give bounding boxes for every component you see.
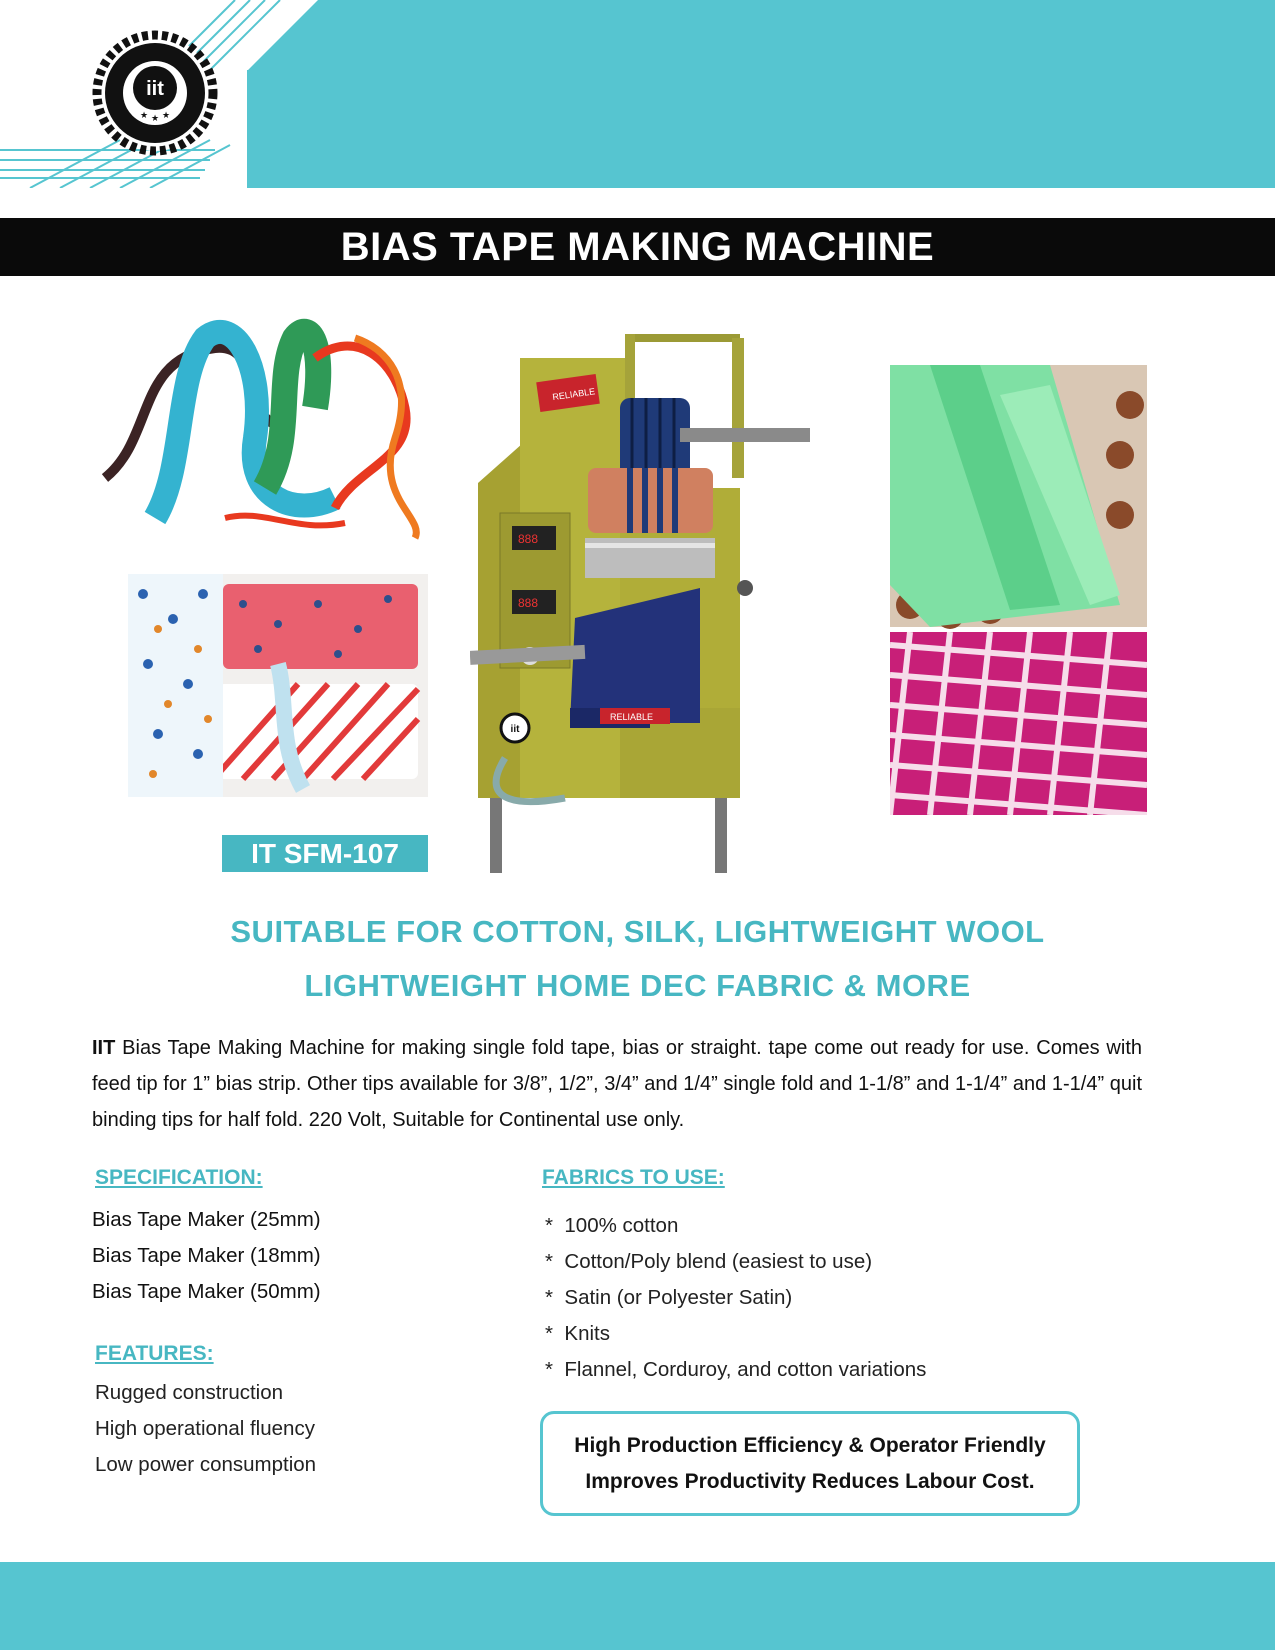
company-logo xyxy=(92,30,218,156)
model-badge: IT SFM-107 xyxy=(222,835,428,872)
callout-box xyxy=(540,1411,1080,1516)
page-title: BIAS TAPE MAKING MACHINE xyxy=(0,218,1275,276)
subtitle-line-2: LIGHTWEIGHT HOME DEC FABRIC & MORE xyxy=(304,968,971,1003)
machine-label-top: RELIABLE xyxy=(551,386,596,403)
bullet: * xyxy=(545,1250,553,1273)
ribbon-photo xyxy=(95,318,428,541)
svg-text:★: ★ xyxy=(140,110,149,120)
fabric-tape-photo xyxy=(890,365,1147,815)
machine-logo-initials: iit xyxy=(510,724,520,735)
fabric-item-label: Knits xyxy=(564,1322,610,1345)
fabric-item-label: 100% cotton xyxy=(564,1214,679,1237)
footer-band xyxy=(0,1562,1275,1650)
logo-initials: iit xyxy=(146,78,164,100)
fabric-item-label: Satin (or Polyester Satin) xyxy=(564,1286,793,1309)
spec-item: Bias Tape Maker (18mm) xyxy=(92,1244,321,1267)
fabric-item xyxy=(545,1358,926,1382)
callout-line-1: High Production Efficiency & Operator Friendly xyxy=(574,1434,1046,1457)
specification-heading: SPECIFICATION: xyxy=(95,1166,263,1189)
bullet: * xyxy=(545,1286,553,1309)
machine-label-bottom: RELIABLE xyxy=(610,712,654,722)
fabric-item xyxy=(545,1214,678,1238)
header-band xyxy=(0,0,1275,188)
description xyxy=(92,1030,1142,1138)
features-heading: FEATURES: xyxy=(95,1342,214,1365)
fabric-item xyxy=(545,1286,792,1310)
svg-text:888: 888 xyxy=(518,596,539,610)
feature-item: Rugged construction xyxy=(95,1381,284,1404)
subtitle-line-1: SUITABLE FOR COTTON, SILK, LIGHTWEIGHT WOOL xyxy=(230,914,1045,949)
fabric-item xyxy=(545,1322,610,1346)
description-text: Bias Tape Making Machine for making single fold tape, bias or straight. tape come out ready for use. Comes with feed tip for 1” bias strip. Other tips available for 3/8”, 1/2”, 3/4” and 1/4” single fold and 1-1/8” and 1-1/4” and 1-1/4” quit binding tips for half fold. 220 Volt, Suitable for Continental use only. xyxy=(92,1037,1142,1131)
spec-item: Bias Tape Maker (50mm) xyxy=(92,1280,321,1303)
bullet: * xyxy=(545,1358,553,1381)
fabric-item xyxy=(545,1250,872,1274)
svg-text:★: ★ xyxy=(162,110,171,120)
svg-text:★: ★ xyxy=(151,113,160,123)
spec-item: Bias Tape Maker (25mm) xyxy=(92,1208,321,1231)
bullet: * xyxy=(545,1214,553,1237)
fabric-item-label: Flannel, Corduroy, and cotton variations xyxy=(564,1358,927,1381)
machine-photo xyxy=(470,328,852,883)
feature-item: High operational fluency xyxy=(95,1417,315,1440)
description-brand: IIT xyxy=(92,1037,116,1059)
callout-line-2: Improves Productivity Reduces Labour Cost. xyxy=(585,1470,1035,1493)
bullet: * xyxy=(545,1322,553,1345)
svg-text:888: 888 xyxy=(518,532,539,546)
feature-item: Low power consumption xyxy=(95,1453,317,1476)
fabric-item-label: Cotton/Poly blend (easiest to use) xyxy=(564,1250,873,1273)
printed-tape-photo xyxy=(128,574,428,797)
fabrics-heading: FABRICS TO USE: xyxy=(542,1166,725,1189)
